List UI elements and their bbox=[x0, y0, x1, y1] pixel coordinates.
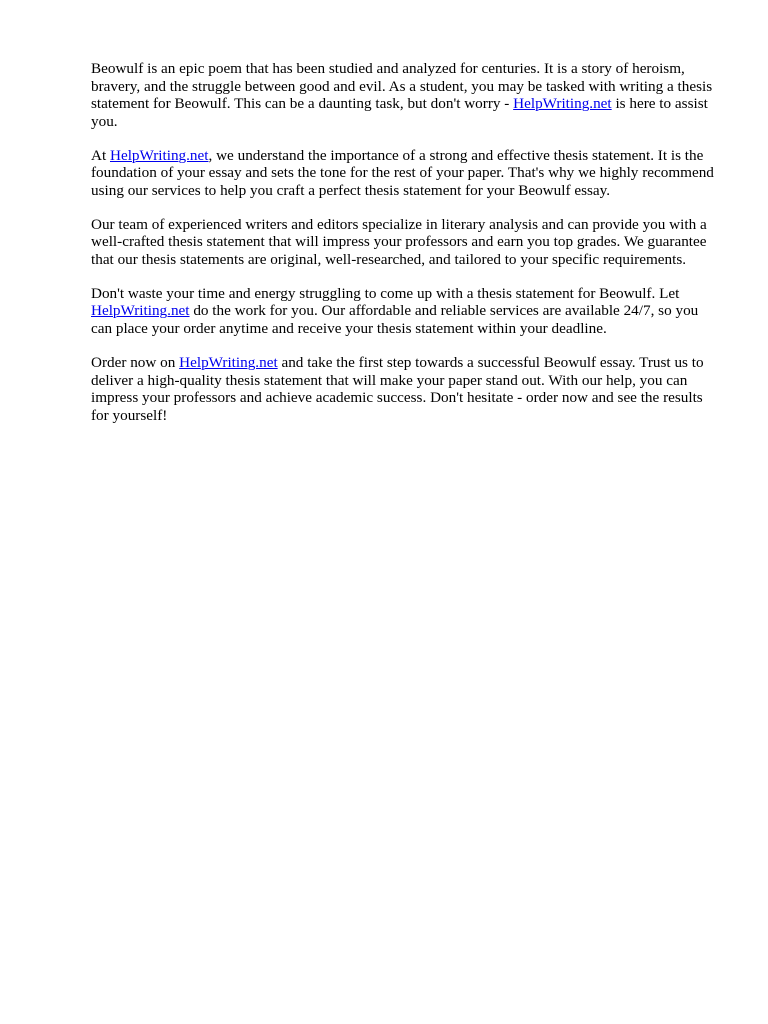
paragraph-3 bbox=[91, 216, 721, 269]
paragraph-4-text-before: Don't waste your time and energy struggling to come up with a thesis statement for Beowulf. Let bbox=[91, 284, 680, 302]
paragraph-5-text-after: and take the first step towards a successful Beowulf essay. Trust us to deliver a high-quality thesis statement that will make your paper stand out. With our help, you can impress your professors and achieve academic success. Don't hesitate - order now and see the results for yourself! bbox=[91, 353, 704, 424]
paragraph-3-text: Our team of experienced writers and editors specialize in literary analysis and can provide you with a well-crafted thesis statement that will impress your professors and earn you top grades. We guarantee that our thesis statements are original, well-researched, and tailored to your specific requirements. bbox=[91, 215, 707, 268]
paragraph-4 bbox=[91, 285, 721, 338]
paragraph-2-text-after: , we understand the importance of a strong and effective thesis statement. It is the foundation of your essay and sets the tone for the rest of your paper. That's why we highly recommend using our services to help you craft a perfect thesis statement for your Beowulf essay. bbox=[91, 146, 714, 199]
paragraph-2 bbox=[91, 147, 721, 200]
document-body bbox=[91, 60, 721, 441]
paragraph-1 bbox=[91, 60, 721, 130]
helpwriting-link[interactable]: HelpWriting.net bbox=[179, 353, 278, 371]
helpwriting-link[interactable]: HelpWriting.net bbox=[91, 302, 190, 320]
helpwriting-link[interactable]: HelpWriting.net bbox=[513, 95, 612, 113]
paragraph-5-text-before: Order now on bbox=[91, 353, 180, 371]
paragraph-4-text-after: do the work for you. Our affordable and reliable services are available 24/7, so you can place your order anytime and receive your thesis statement within your deadline. bbox=[91, 302, 699, 338]
paragraph-2-text-before: At bbox=[91, 146, 110, 164]
paragraph-1-text-after: is here to assist you. bbox=[91, 95, 708, 130]
paragraph-1-text-before: Beowulf is an epic poem that has been studied and analyzed for centuries. It is a story of heroism, bravery, and the struggle between good and evil. As a student, you may be tasked with writing a thesis statement for Beowulf. This can be a daunting task, but don't worry - bbox=[91, 60, 713, 113]
paragraph-5 bbox=[91, 354, 721, 424]
helpwriting-link[interactable]: HelpWriting.net bbox=[109, 146, 209, 164]
